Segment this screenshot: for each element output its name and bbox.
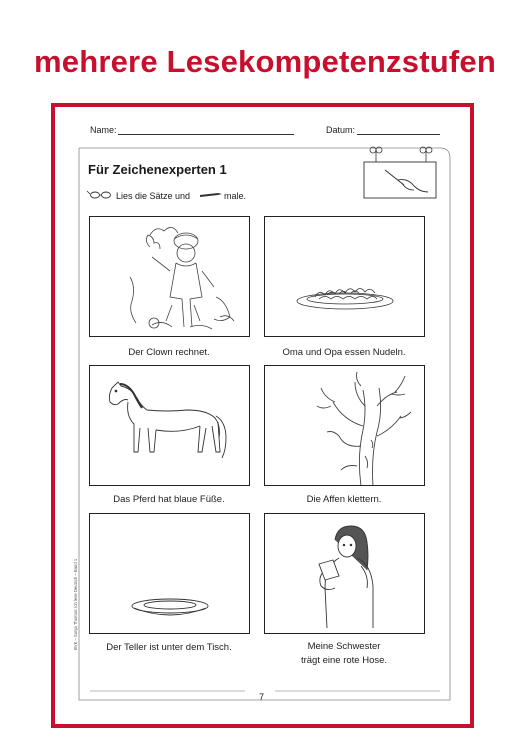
- clown-drawing: [90, 217, 250, 337]
- drawing-panel-5[interactable]: [89, 513, 250, 634]
- horse-drawing: [90, 366, 250, 486]
- plate-drawing: [90, 514, 250, 634]
- date-field[interactable]: [357, 134, 440, 135]
- name-label: Name:: [90, 125, 117, 135]
- hanging-sign-icon: [364, 147, 436, 198]
- caption-5: Der Teller ist unter dem Tisch.: [106, 642, 232, 653]
- caption-1: Der Clown rechnet.: [128, 347, 210, 358]
- caption-2: Oma und Opa essen Nudeln.: [282, 347, 406, 358]
- noodle-plate-drawing: [265, 217, 425, 337]
- worksheet-title: Für Zeichenexperten 1: [88, 162, 227, 177]
- caption-4: Die Affen klettern.: [306, 494, 382, 505]
- caption-6-line-1: Meine Schwester: [307, 641, 381, 652]
- name-field[interactable]: [118, 134, 294, 135]
- drawing-panel-6[interactable]: [264, 513, 425, 634]
- drawing-panel-1[interactable]: [89, 216, 250, 337]
- glasses-icon: [87, 191, 111, 198]
- headline: mehrere Lesekompetenzstufen: [34, 44, 496, 79]
- page-number: 7: [259, 692, 265, 702]
- date-label: Datum:: [326, 125, 356, 135]
- caption-6-line-2: trägt eine rote Hose.: [300, 655, 388, 666]
- pencil-icon: [200, 193, 222, 196]
- copyright-note: BVK – Sonja Thomas: Ich lese Deutsch – Band 1: [73, 558, 78, 650]
- tree-drawing: [265, 366, 425, 486]
- instruction-text: Lies die Sätze und: [116, 191, 191, 201]
- instruction-text-end: male.: [224, 191, 247, 201]
- drawing-panel-3[interactable]: [89, 365, 250, 486]
- reading-girl-drawing: [265, 514, 425, 634]
- drawing-panel-2[interactable]: [264, 216, 425, 337]
- drawing-panel-4[interactable]: [264, 365, 425, 486]
- caption-3: Das Pferd hat blaue Füße.: [113, 494, 225, 505]
